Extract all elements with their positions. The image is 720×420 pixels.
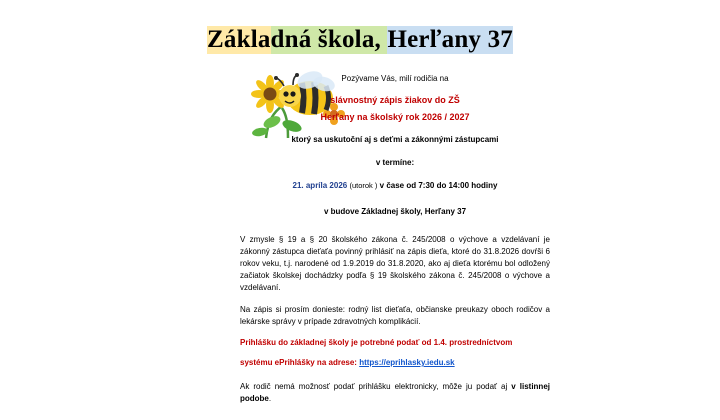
paper-line-bold-1: v	[511, 381, 516, 391]
legal-paragraph: V zmysle § 19 a § 20 školského zákona č. 245/2008 o výchove a vzdelávaní je zákonný zástupca dieťaťa povinný prihlásiť na zápis dieťa, ktoré do 31.8.2026 dovŕši 6 rokov veku, t.j. narodené od 1.9.2019 do 31.8.2020, ako aj dieťa ktorému bol odložený začiatok školskej dochádzky podľa § 19 školského zákona č. 245/2008 o výchove a vzdelávaní.	[240, 235, 550, 293]
event-line-2: Herľany na školský rok 2026 / 2027	[320, 111, 470, 122]
title-letter: 7	[500, 26, 513, 53]
title-letter: š	[317, 26, 328, 53]
term-label: v termíne:	[375, 157, 415, 167]
date-text: 21. apríla 2026	[292, 180, 348, 190]
participants-line: ktorý sa uskutoční aj s deťmi a zákonnými zástupcami	[291, 135, 499, 145]
paper-line	[240, 381, 550, 405]
title-letter: á	[298, 26, 312, 53]
title-letter: r	[418, 26, 430, 53]
date-line	[240, 181, 550, 192]
title-letter: 3	[487, 26, 501, 53]
event-line-1: slávnostný zápis žiakov do ZŠ	[330, 94, 460, 105]
title-letter: l	[250, 26, 258, 53]
title-letter: ľ	[429, 26, 442, 53]
title-letter: a	[441, 26, 455, 53]
paper-line-bold-2: listinnej podobe	[240, 381, 550, 403]
document-body	[240, 74, 550, 415]
title-letter: H	[387, 26, 408, 53]
date-day: (utorok )	[349, 180, 378, 190]
application-line-2	[240, 358, 550, 369]
application-line-1: Prihlášku do základnej školy je potrebné podať od 1.4. prostredníctvom	[240, 338, 513, 348]
title-letter: n	[454, 26, 469, 53]
title-letter: l	[354, 26, 362, 53]
title-letter: o	[341, 26, 355, 53]
title-letter: n	[284, 26, 299, 53]
bring-paragraph	[240, 304, 550, 328]
title-letter: a	[361, 26, 375, 53]
title-letter: y	[468, 26, 482, 53]
paper-line-prefix: Ak rodič nemá možnosť podať prihlášku elektronicky, môže ju podať aj	[240, 381, 512, 391]
bring-paragraph-prefix: Na zápis si prosím donieste: rodný list dieťaťa, občianske preukazy oboch rodičov a	[240, 305, 550, 315]
title-letter: k	[327, 26, 342, 53]
paper-line-suffix: .	[268, 393, 272, 403]
document-title-wrap	[0, 26, 720, 54]
page-title	[207, 26, 513, 54]
title-letter: ,	[374, 26, 381, 53]
title-letter: á	[223, 26, 237, 53]
place-line: v budove Základnej školy, Herľany 37	[323, 207, 467, 217]
bring-paragraph-suffix: lekárske správy v prípade zdravotných komplikácií.	[240, 317, 421, 327]
date-time: v čase od 7:30 do 14:00 hodiny	[379, 180, 498, 190]
title-letter: e	[407, 26, 419, 53]
application-line-2-prefix: systému ePrihlášky na adrese:	[240, 358, 360, 368]
title-letter: Z	[207, 26, 224, 53]
title-letter: a	[257, 26, 271, 53]
title-letter: k	[236, 26, 251, 53]
eprihlasky-link[interactable]: https://eprihlasky.iedu.sk	[359, 358, 455, 368]
title-letter: d	[270, 26, 285, 53]
invite-line: Pozývame Vás, milí rodičia na	[341, 74, 449, 83]
